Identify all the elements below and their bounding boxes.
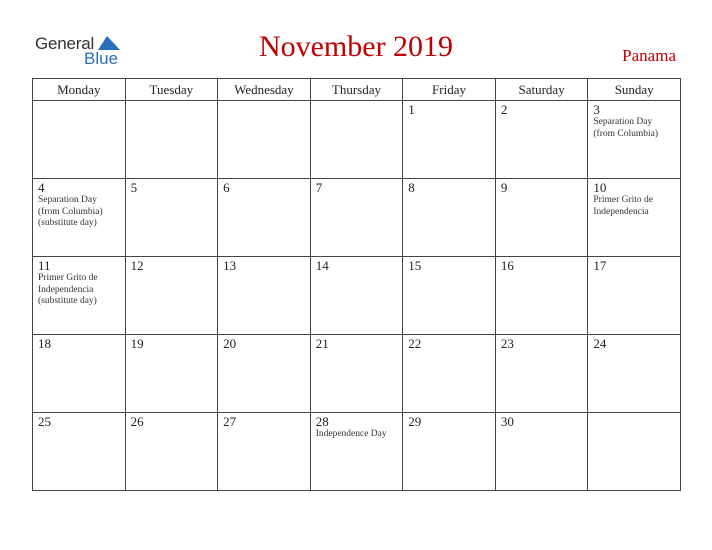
day-cell <box>310 413 403 491</box>
day-cell <box>403 179 496 257</box>
day-number: 25 <box>38 414 51 429</box>
day-cell <box>495 257 588 335</box>
day-number: 10 <box>593 180 607 195</box>
day-number: 9 <box>500 180 508 195</box>
week-row <box>33 413 681 491</box>
holiday-label: Primer Grito de Independencia <box>593 195 654 217</box>
day-cell <box>218 179 311 257</box>
logo-text-blue: Blue <box>84 49 119 68</box>
day-cell <box>125 257 218 335</box>
logo-text-general: General <box>35 34 95 53</box>
day-cell <box>495 101 588 179</box>
day-number: 22 <box>408 336 422 351</box>
day-cell <box>403 257 496 335</box>
day-number: 14 <box>315 258 329 273</box>
weekday-header: Saturday <box>495 79 588 101</box>
calendar-grid <box>32 78 681 491</box>
day-number: 21 <box>315 336 329 351</box>
week-row <box>33 179 681 257</box>
day-number: 1 <box>408 102 415 117</box>
day-number: 7 <box>315 180 323 195</box>
day-number: 24 <box>593 336 607 351</box>
day-cell <box>218 335 311 413</box>
day-cell <box>588 413 681 491</box>
day-number: 12 <box>130 258 144 273</box>
day-number: 28 <box>315 414 329 429</box>
day-cell <box>33 413 126 491</box>
day-number: 19 <box>130 336 144 351</box>
weekday-header: Wednesday <box>218 79 311 101</box>
day-cell <box>125 413 218 491</box>
weekday-header: Thursday <box>310 79 403 101</box>
day-cell <box>33 179 126 257</box>
day-number: 5 <box>130 180 138 195</box>
day-cell <box>125 179 218 257</box>
day-number: 16 <box>500 258 514 273</box>
day-number: 27 <box>223 414 237 429</box>
holiday-label: Independence Day <box>315 429 387 439</box>
week-row <box>33 257 681 335</box>
day-number: 23 <box>500 336 514 351</box>
weekday-header: Sunday <box>588 79 681 101</box>
day-number: 4 <box>38 180 45 195</box>
day-number: 8 <box>408 180 415 195</box>
week-row <box>33 101 681 179</box>
day-cell <box>403 335 496 413</box>
day-cell <box>218 257 311 335</box>
day-cell <box>495 335 588 413</box>
day-cell <box>33 257 126 335</box>
day-number: 18 <box>38 336 51 351</box>
day-number: 29 <box>408 414 422 429</box>
day-cell <box>495 179 588 257</box>
day-cell <box>310 335 403 413</box>
day-cell <box>218 413 311 491</box>
holiday-label: Separation Day (from Columbia) (substitute day) <box>38 195 103 228</box>
day-cell <box>33 335 126 413</box>
day-number: 15 <box>408 258 422 273</box>
day-cell <box>33 101 126 179</box>
day-number: 20 <box>223 336 237 351</box>
page-title: November 2019 <box>258 30 454 63</box>
country-label: Panama <box>622 46 676 65</box>
day-cell <box>218 101 311 179</box>
day-cell <box>403 413 496 491</box>
weekday-header: Friday <box>403 79 496 101</box>
day-cell <box>403 101 496 179</box>
day-number: 13 <box>223 258 237 273</box>
weekday-header: Monday <box>33 79 126 101</box>
weekday-header-row <box>33 79 681 101</box>
holiday-label: Primer Grito de Independencia (substitute day) <box>38 273 98 306</box>
week-row <box>33 335 681 413</box>
day-cell <box>495 413 588 491</box>
day-cell <box>125 101 218 179</box>
day-number: 17 <box>593 258 607 273</box>
day-cell <box>310 101 403 179</box>
day-number: 3 <box>593 102 600 117</box>
day-cell <box>125 335 218 413</box>
day-number: 2 <box>500 102 508 117</box>
day-number: 6 <box>223 180 230 195</box>
day-number: 11 <box>38 258 51 273</box>
day-cell <box>310 179 403 257</box>
day-cell <box>588 335 681 413</box>
weekday-header: Tuesday <box>125 79 218 101</box>
day-cell <box>310 257 403 335</box>
day-number: 26 <box>130 414 144 429</box>
day-cell <box>588 101 681 179</box>
day-number: 30 <box>500 414 514 429</box>
day-cell <box>588 257 681 335</box>
holiday-label: Separation Day (from Columbia) <box>593 117 659 139</box>
day-cell <box>588 179 681 257</box>
